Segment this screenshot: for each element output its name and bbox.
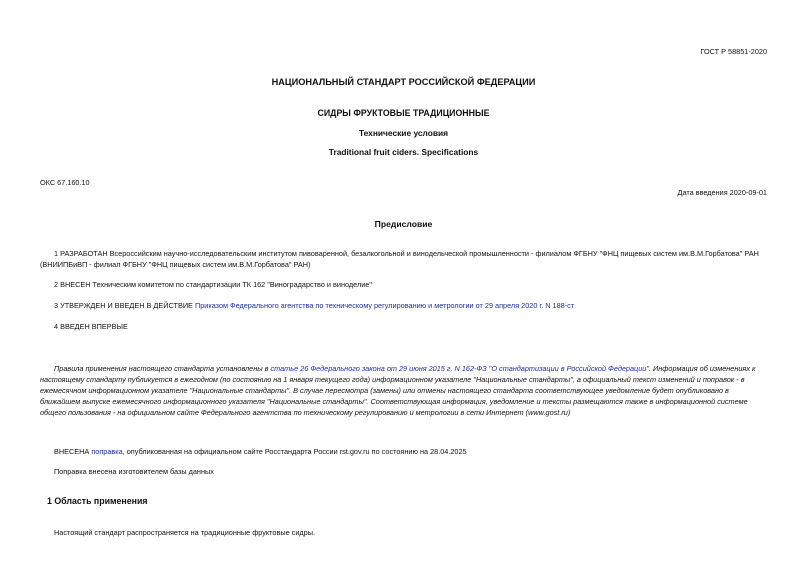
rules-text-prefix: Правила применения настоящего стандарта установлены в — [54, 364, 271, 373]
document-title-ru: СИДРЫ ФРУКТОВЫЕ ТРАДИЦИОННЫЕ — [317, 108, 490, 118]
rules-line-4: ближайшем выпуске ежемесячного информационного указателя "Национальные стандарты". Соответствующая информация, уведомление и тексты размещаются также в информационной системе — [40, 397, 748, 406]
document-title-en: Traditional fruit ciders. Specifications — [328, 147, 479, 157]
amendment-link[interactable]: поправка — [91, 447, 123, 456]
amendment-note: Поправка внесена изготовителем базы данных — [54, 467, 214, 476]
amendment-prefix: ВНЕСЕНА — [54, 447, 92, 456]
foreword-item-3 — [54, 300, 574, 311]
foreword-item-4: 4 ВВЕДЕН ВПЕРВЫЕ — [54, 322, 128, 331]
document-code: ГОСТ Р 58851-2020 — [700, 47, 767, 56]
rules-line-1 — [54, 363, 769, 374]
foreword-item-2: 2 ВНЕСЕН Техническим комитетом по стандартизации ТК 162 "Виноградарство и виноделие" — [54, 280, 372, 289]
intro-date: Дата введения 2020-09-01 — [677, 188, 767, 197]
rules-line-2: настоящему стандарту публикуется в ежегодном (по состоянию на 1 января текущего года) информационном указателе "Национальные стандарты", а официальный текст изменений и поправок - в — [40, 375, 745, 384]
foreword-item-3-text: 3 УТВЕРЖДЕН И ВВЕДЕН В ДЕЙСТВИЕ — [54, 301, 195, 310]
amendment-line — [54, 446, 467, 457]
foreword-item-1-line-2: (ВНИИПБиВП - филиал ФГБНУ "ФНЦ пищевых систем им.В.М.Горбатова" РАН) — [40, 260, 311, 269]
document-subtitle-ru: Технические условия — [358, 128, 449, 138]
section-1-text: Настоящий стандарт распространяется на традиционные фруктовые сидры. — [54, 528, 315, 537]
section-1-heading: 1 Область применения — [47, 496, 148, 506]
rules-line-5: общего пользования - на официальном сайте Федерального агентства по техническому регулированию и метрологии в сети Интернет (www.gost.ru) — [40, 408, 571, 417]
federal-law-link[interactable]: статье 26 Федерального закона от 29 июня 2015 г. N 162-ФЗ "О стандартизации в Российской Федерации" — [270, 364, 649, 373]
amendment-suffix: , опубликованная на официальном сайте Росстандарта России rst.gov.ru по состоянию на 28.04.2025 — [122, 447, 467, 456]
rules-text-tail: . Информация об изменениях к — [648, 364, 756, 373]
foreword-heading: Предисловие — [374, 219, 433, 229]
national-standard-heading: НАЦИОНАЛЬНЫЙ СТАНДАРТ РОССИЙСКОЙ ФЕДЕРАЦИИ — [271, 77, 536, 87]
rules-line-3: ежемесячном информационном указателе "Национальные стандарты". В случае пересмотра (замены) или отмены настоящего стандарта соответствующее уведомление будет опубликовано в — [40, 386, 729, 395]
foreword-item-1-line-1: 1 РАЗРАБОТАН Всероссийским научно-исследовательским институтом пивоваренной, безалкогольной и винодельческой промышленности - филиалом ФГБНУ "ФНЦ пищевых систем им.В.М.Горбатова" РАН — [54, 249, 759, 258]
oks-code: ОКС 67.160.10 — [40, 178, 90, 187]
approval-order-link[interactable]: Приказом Федерального агентства по техническому регулированию и метрологии от 29 апреля 2020 г. N 188-ст — [194, 301, 575, 310]
